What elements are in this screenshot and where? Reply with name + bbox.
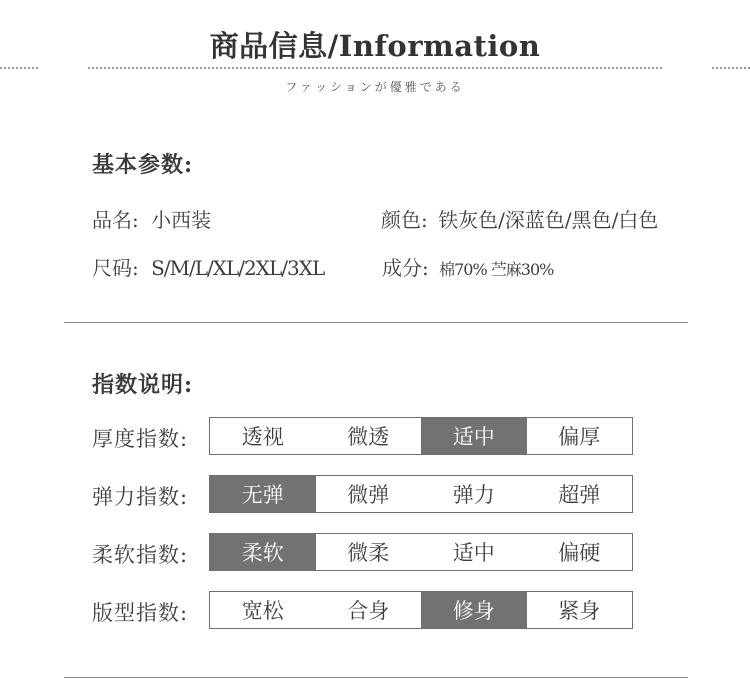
product-color [381,204,658,233]
index-option-selected: 无弹 [210,476,316,512]
basic-params-heading: 基本参数: [92,152,194,178]
index-heading: 指数说明: [92,372,194,398]
index-option: 紧身 [558,599,601,623]
product-size-label: 尺码: [92,256,139,280]
thickness-index-label: 厚度指数: [92,427,189,451]
index-option: 微柔 [347,541,390,565]
product-color-value: 铁灰色/深蓝色/黑色/白色 [438,208,659,232]
page-subtitle: ファッションが優雅である [285,80,465,94]
index-option: 合身 [347,599,390,623]
index-option: 微透 [347,425,390,449]
softness-index-label: 柔软指数: [92,543,189,567]
index-option: 超弹 [558,483,601,507]
index-option-selected: 柔软 [210,534,316,570]
index-option: 微弹 [347,483,390,507]
product-size [92,252,324,281]
section-divider-bottom [64,677,688,678]
index-option: 偏硬 [558,541,601,565]
index-option: 适中 [452,541,495,565]
index-option: 透视 [241,425,284,449]
fit-index-label: 版型指数: [92,601,189,625]
product-name-value: 小西装 [151,208,212,232]
section-divider-top [64,322,688,323]
index-option-selected: 适中 [421,418,527,454]
thickness-index-scale [209,417,633,455]
product-size-value: S/M/L/XL/2XL/3XL [151,256,325,280]
header-dotted-rule-right [712,67,750,69]
fit-index-scale [209,591,633,629]
product-material-value: 棉70% 苎麻30% [439,260,554,279]
elasticity-index-label: 弹力指数: [92,485,189,509]
product-material [382,252,553,281]
index-option: 弹力 [452,483,495,507]
page-title: 商品信息/Information [209,29,541,63]
index-option-selected: 修身 [421,592,527,628]
softness-index-scale [209,533,633,571]
elasticity-index-scale [209,475,633,513]
product-name-label: 品名: [92,208,139,232]
product-color-label: 颜色: [381,208,428,232]
index-option: 宽松 [241,599,284,623]
index-option: 偏厚 [558,425,601,449]
header-dotted-rule-left [0,67,38,69]
product-material-label: 成分: [382,256,429,280]
product-name [92,204,211,233]
header-dotted-rule-center [88,67,662,69]
